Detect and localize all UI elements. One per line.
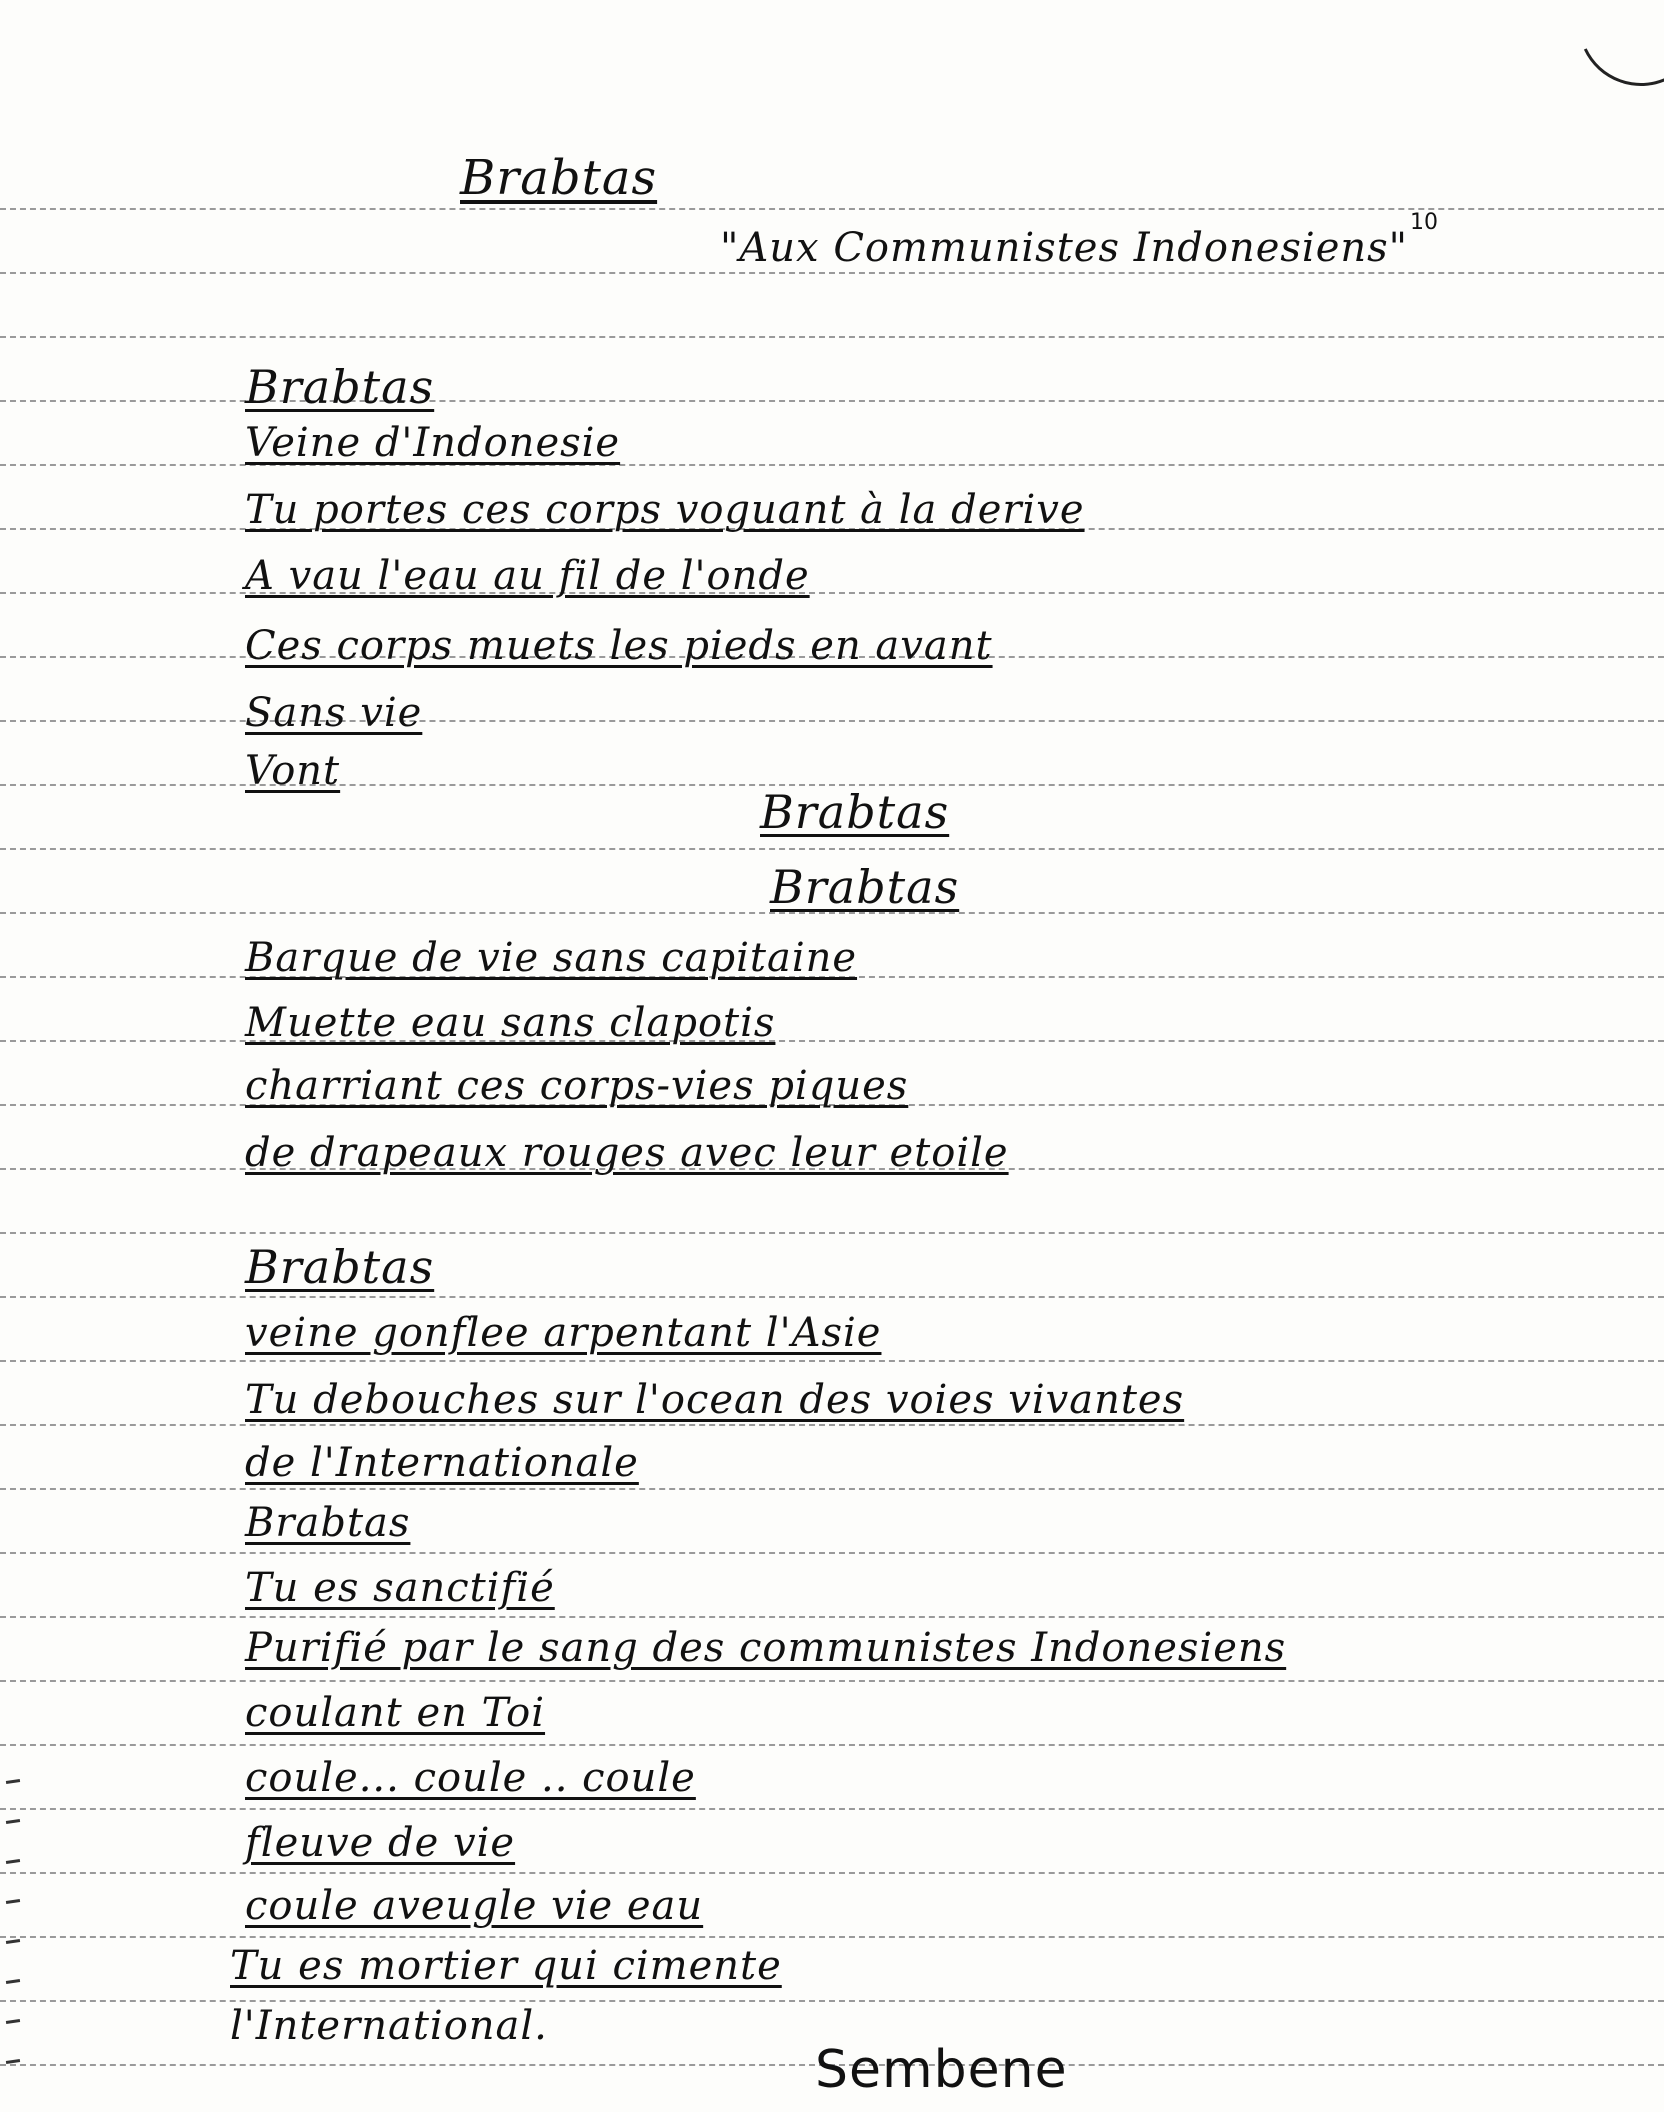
poem-line-26: l'International. — [230, 2003, 548, 2049]
poem-line-8: Brabtas — [760, 785, 950, 839]
poem-line-12: charriant ces corps-vies piques — [245, 1063, 909, 1109]
poem-line-2: Veine d'Indonesie — [245, 420, 621, 466]
binding-tick — [6, 1899, 20, 1904]
poem-line-21: coulant en Toi — [245, 1690, 546, 1736]
poem-line-6: Sans vie — [245, 690, 423, 736]
ruled-line — [0, 1616, 1664, 1618]
ruled-line — [0, 848, 1664, 850]
ruled-line — [0, 1552, 1664, 1554]
poem-line-20: Purifié par le sang des communistes Indonesiens — [245, 1625, 1287, 1671]
binding-tick — [6, 1979, 20, 1984]
ruled-line — [0, 1744, 1664, 1746]
ruled-line — [0, 1296, 1664, 1298]
ruled-line — [0, 336, 1664, 338]
poem-line-11: Muette eau sans clapotis — [245, 1000, 776, 1046]
poem-line-22: coule... coule .. coule — [245, 1755, 696, 1801]
poem-line-19: Tu es sanctifié — [245, 1565, 555, 1611]
binding-tick — [6, 1939, 20, 1944]
footnote-mark: 10 — [1410, 210, 1438, 235]
poem-line-24: coule aveugle vie eau — [245, 1883, 704, 1929]
dedication: "Aux Communistes Indonesiens" — [720, 225, 1409, 271]
poem-line-17: de l'Internationale — [245, 1440, 639, 1486]
poem-line-10: Barque de vie sans capitaine — [245, 935, 858, 981]
poem-line-15: veine gonflee arpentant l'Asie — [245, 1310, 882, 1356]
poem-line-14: Brabtas — [245, 1240, 435, 1294]
poem-line-9: Brabtas — [770, 860, 960, 914]
ruled-line — [0, 1488, 1664, 1490]
poem-line-7: Vont — [245, 748, 341, 794]
poem-line-13: de drapeaux rouges avec leur etoile — [245, 1130, 1009, 1176]
poem-line-4: A vau l'eau au fil de l'onde — [245, 553, 810, 599]
binding-tick — [6, 1819, 20, 1824]
binding-tick — [6, 1779, 20, 1784]
ruled-line — [0, 1360, 1664, 1362]
poem-line-23: fleuve de vie — [245, 1820, 516, 1866]
poem-title: Brabtas — [460, 150, 658, 206]
ruled-line — [0, 1872, 1664, 1874]
poem-line-18: Brabtas — [245, 1500, 411, 1546]
page-corner-curl — [1560, 0, 1664, 104]
poem-line-3: Tu portes ces corps voguant à la derive — [245, 487, 1085, 533]
ruled-line — [0, 1936, 1664, 1938]
poem-line-16: Tu debouches sur l'ocean des voies vivantes — [245, 1377, 1185, 1423]
ruled-line — [0, 1424, 1664, 1426]
poem-line-5: Ces corps muets les pieds en avant — [245, 623, 993, 669]
binding-tick — [6, 2019, 20, 2024]
poem-line-1: Brabtas — [245, 360, 435, 414]
ruled-line — [0, 1680, 1664, 1682]
signature: Sembene — [815, 2040, 1068, 2100]
binding-tick — [6, 1859, 20, 1864]
ruled-line — [0, 1808, 1664, 1810]
ruled-line — [0, 272, 1664, 274]
ruled-line — [0, 1232, 1664, 1234]
ruled-line — [0, 2000, 1664, 2002]
poem-line-25: Tu es mortier qui cimente — [230, 1943, 782, 1989]
